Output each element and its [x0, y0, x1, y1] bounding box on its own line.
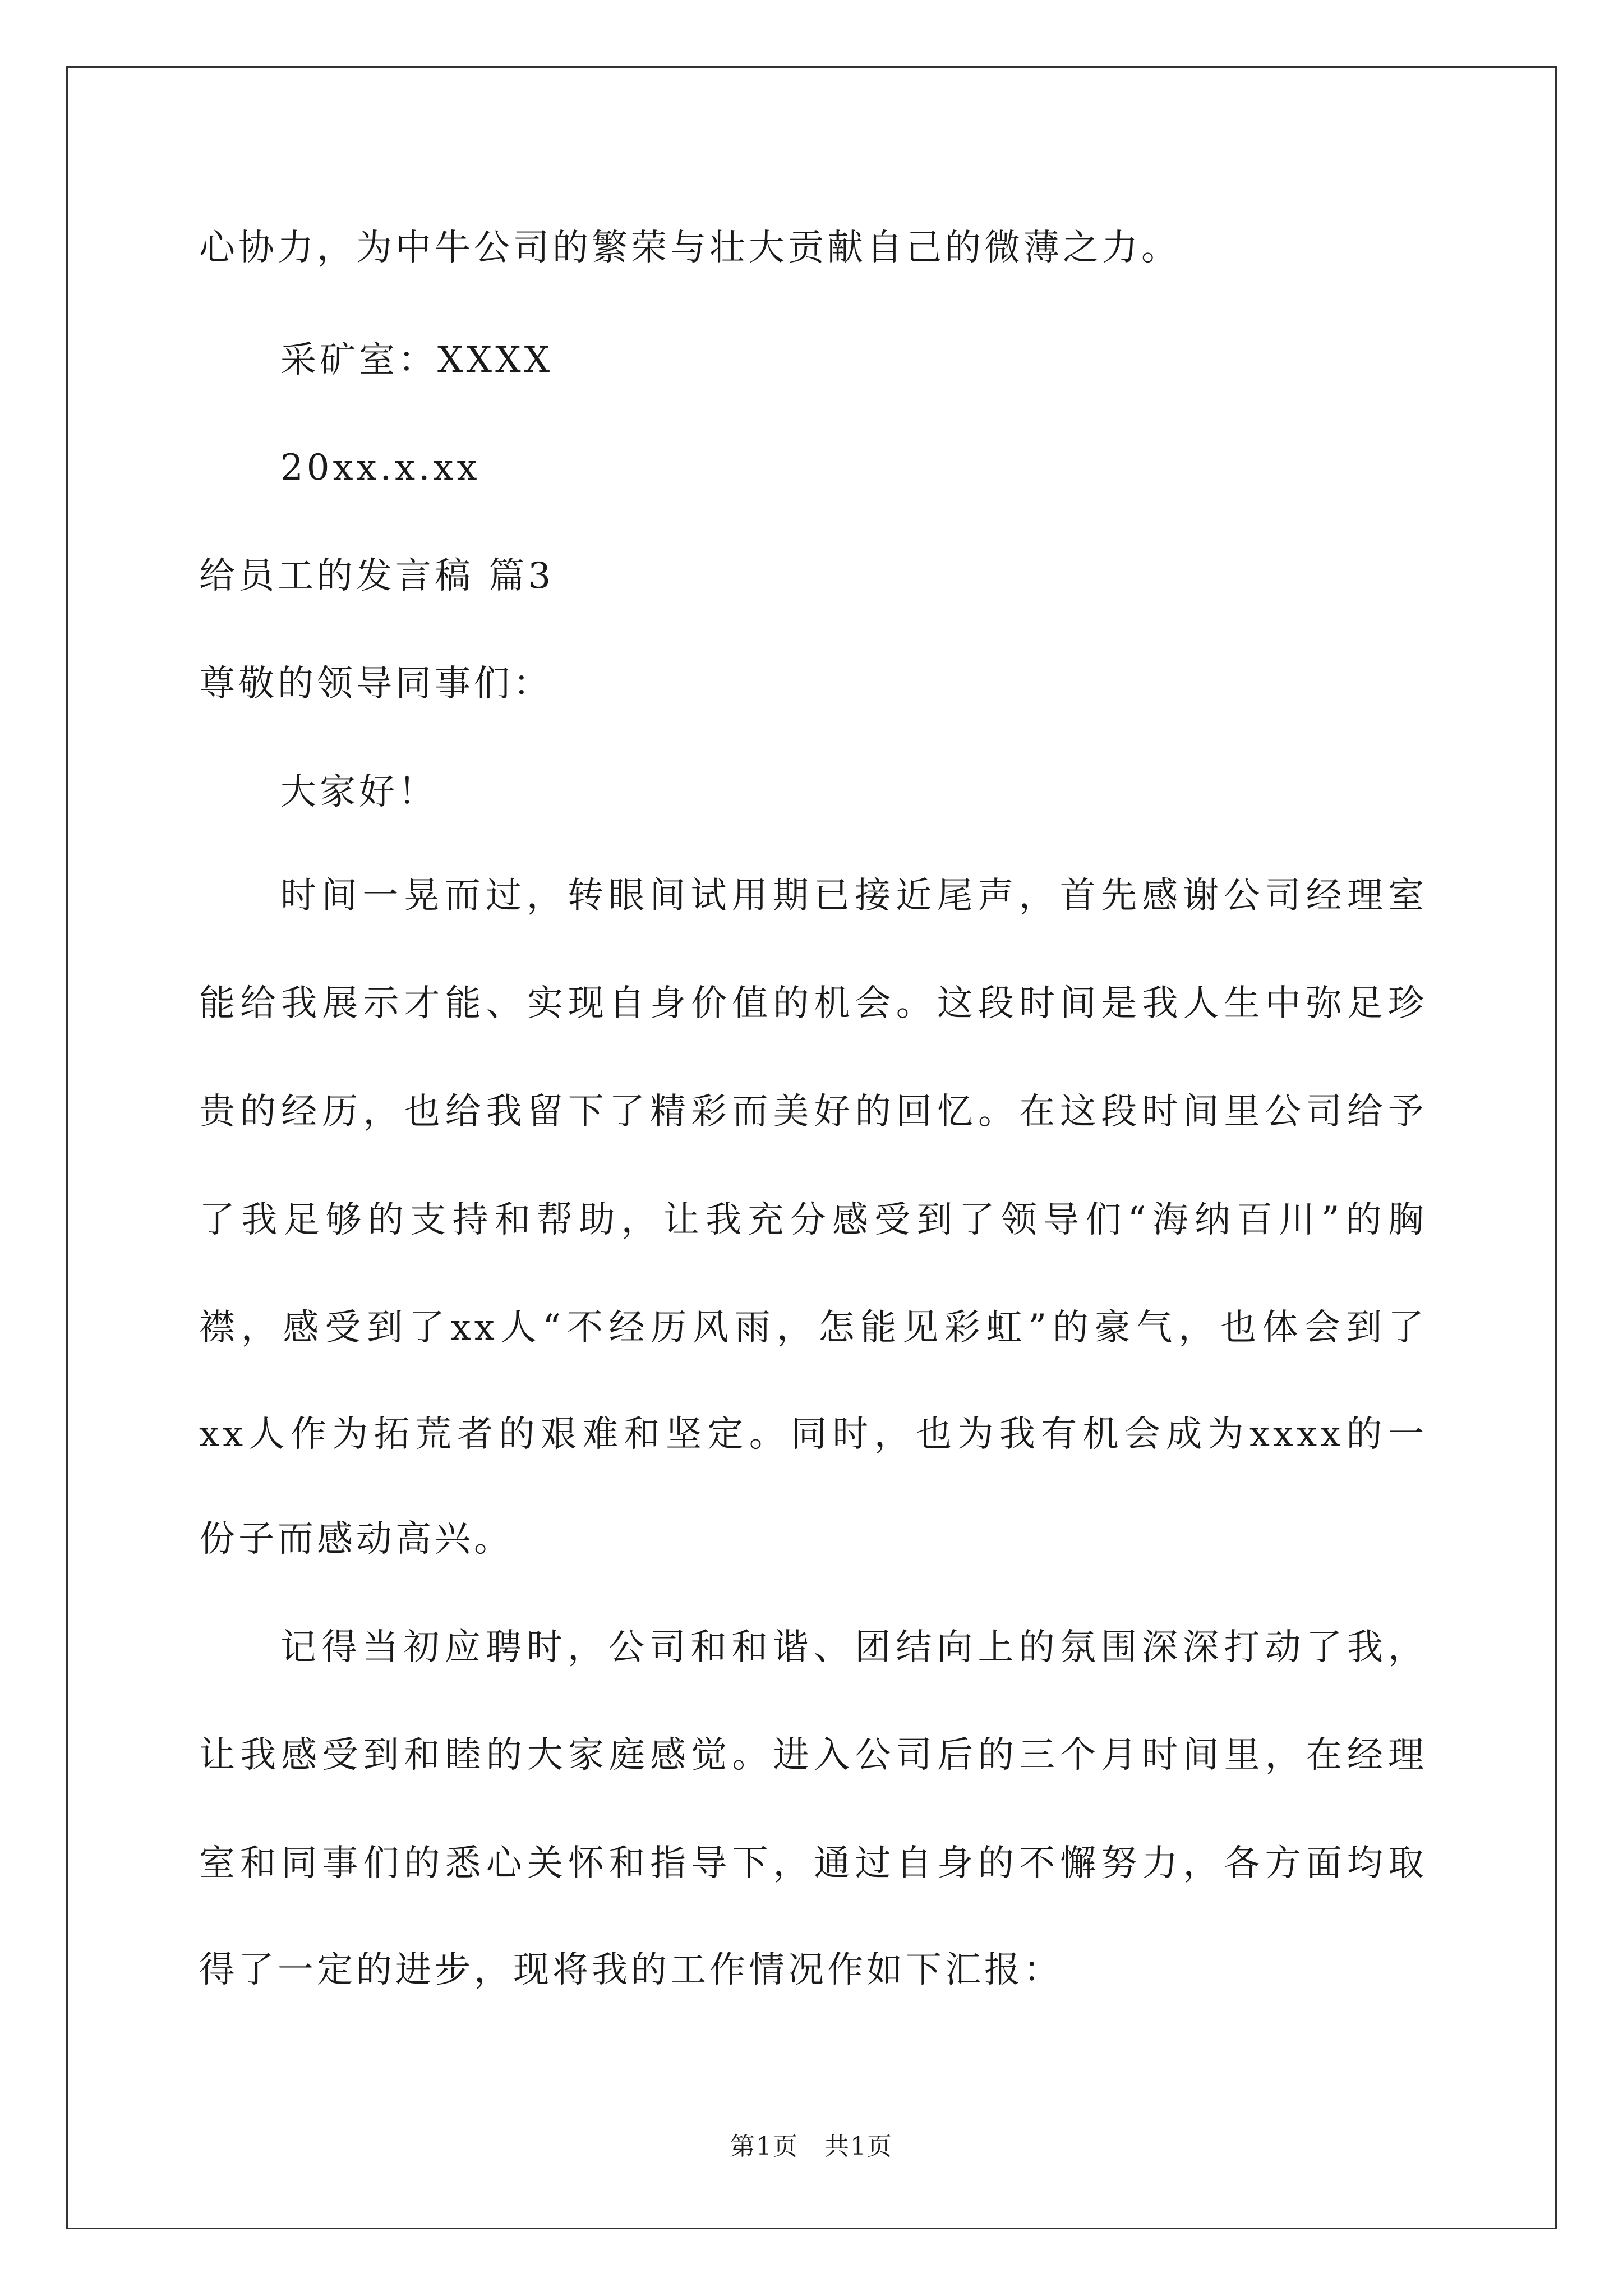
paragraph-line: 份子而感动高兴。: [199, 1519, 513, 1560]
paragraph-line: 能给我展示才能、实现自身价值的机会。这段时间是我人生中弥足珍: [199, 983, 1427, 1024]
paragraph-line: 贵的经历，也给我留下了精彩而美好的回忆。在这段时间里公司给予: [199, 1091, 1427, 1133]
paragraph-line: 时间一晃而过，转眼间试用期已接近尾声，首先感谢公司经理室: [280, 875, 1427, 917]
signature-department: 采矿室：XXXX: [280, 339, 554, 381]
page-number-footer: 第1页 共1页: [730, 2132, 893, 2161]
paragraph-line: 心协力，为中牛公司的繁荣与壮大贡献自己的微薄之力。: [199, 227, 1181, 269]
paragraph-line: 记得当初应聘时，公司和和谐、团结向上的氛围深深打动了我，: [280, 1627, 1427, 1668]
paragraph-line: 襟，感受到了xx人“不经历风雨，怎能见彩虹”的豪气，也体会到了: [199, 1307, 1427, 1349]
page-border: [66, 66, 1557, 2229]
signature-date: 20xx.x.xx: [280, 447, 481, 489]
paragraph-line: xx人作为拓荒者的艰难和坚定。同时，也为我有机会成为xxxx的一: [199, 1414, 1427, 1455]
paragraph-line: 得了一定的进步，现将我的工作情况作如下汇报：: [199, 1949, 1063, 1991]
greeting: 大家好！: [280, 771, 437, 813]
paragraph-line: 让我感受到和睦的大家庭感觉。进入公司后的三个月时间里，在经理: [199, 1734, 1427, 1776]
section-heading: 给员工的发言稿 篇3: [199, 555, 555, 597]
salutation: 尊敬的领导同事们：: [199, 663, 552, 705]
paragraph-line: 了我足够的支持和帮助，让我充分感受到了领导们“海纳百川”的胸: [199, 1199, 1427, 1241]
paragraph-line: 室和同事们的悉心关怀和指导下，通过自身的不懈努力，各方面均取: [199, 1843, 1427, 1884]
